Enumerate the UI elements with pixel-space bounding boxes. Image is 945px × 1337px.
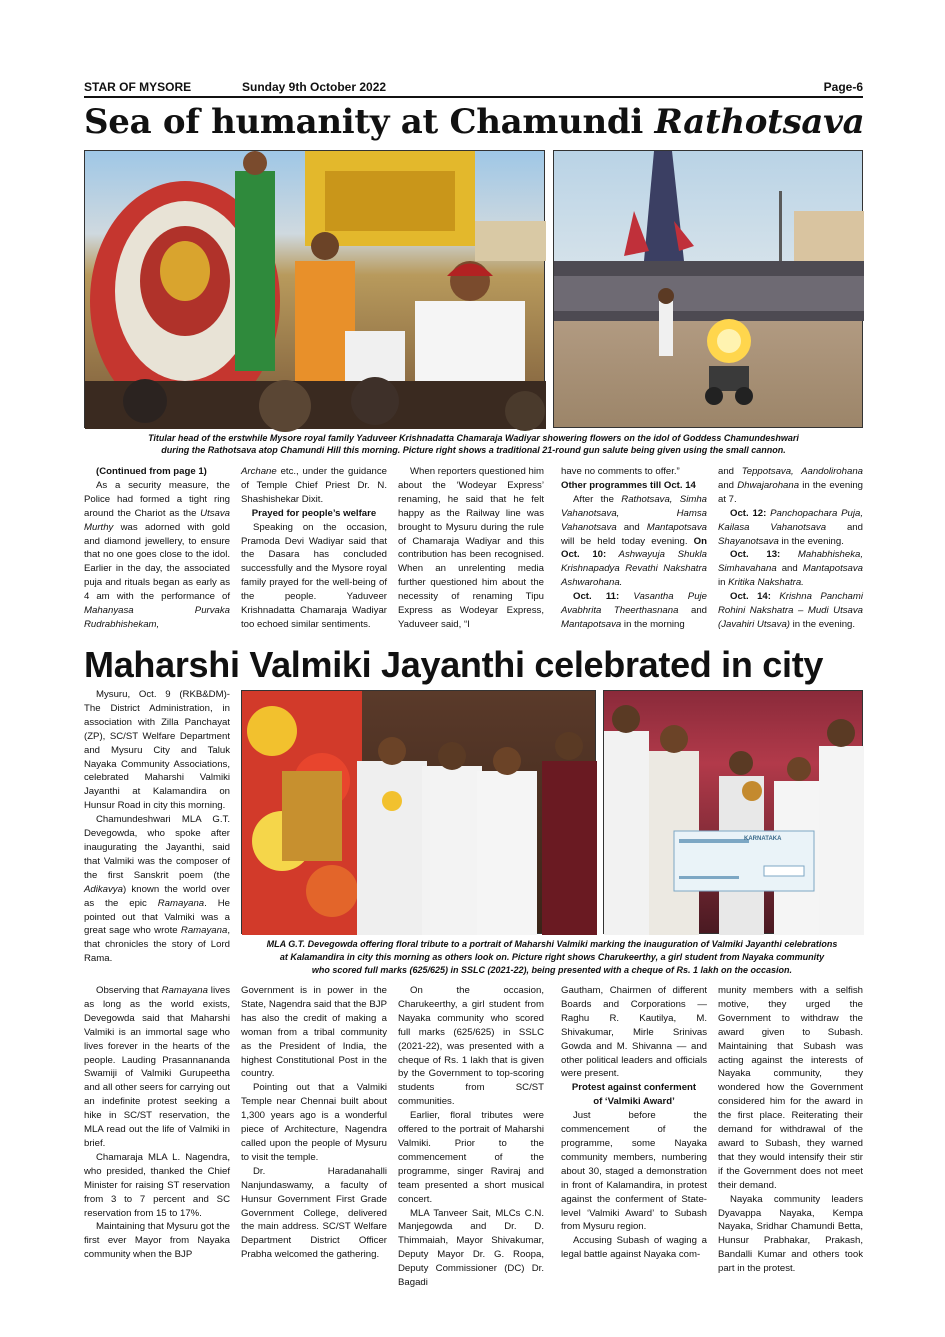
paragraph: have no comments to offer.” [561, 466, 680, 477]
paragraph: Accusing Subash of waging a legal battle against Nayaka com- [561, 1235, 707, 1261]
caption-line: who scored full marks (625/625) in SSLC (2021-22), being presented with a cheque of Rs. 1 lakh on the occasion. [311, 964, 793, 975]
paragraph: After the Rathotsava, Simha Vahanotsava, Hamsa Vahanotsava and Mantapotsava will be held today evening. On Oct. 10: Ashwayuja Shukla Krishnapadya Revathi Nakshatra Ashwarohana. [561, 493, 707, 589]
headline-rathotsava [84, 102, 863, 146]
story2-column-2 [241, 984, 387, 1269]
subheading: of ‘Valmiki Award’ [593, 1096, 675, 1108]
paragraph: Chamaraja MLA L. Nagendra, who presided, thanked the Chief Minister for raising ST reservation from 3 to 7 percent and SC reservation from 15 to 17%. [84, 1151, 230, 1219]
paragraph: Government is in power in the State, Nagendra said that the BJP has also the credit of making a woman from a tribal community as the President of India, the highest Constitutional Post in the country. [241, 985, 387, 1080]
caption-line: MLA G.T. Devegowda offering floral tribute to a portrait of Maharshi Valmiki marking the inauguration of Valmiki Jayanthi celebrations [266, 939, 838, 949]
paragraph: As a security measure, the Police had formed a tight ring around the Chariot as the Utsava Murthy was adorned with gold and diamond jewellery, to ensure that no one goes close to the idol. Earlier in the day, the associated puja and rituals began as early as 4 am with the performance of Mahanyasa Purvaka Rudrabhishekam, [84, 479, 230, 630]
story1-column-3 [398, 465, 544, 635]
story2-column-1-lower [84, 984, 230, 1269]
photo-cannon-salute [553, 150, 863, 428]
cheque-bank-name: KARNATAKA [744, 836, 782, 842]
paragraph: When reporters questioned him about the ‘Wodeyar Express’ renaming, he said that he felt happy as the Railway line was brought to Mysuru during the rule of Chamaraja Wadiyar and this contribution has been recognised. When an unrelenting media further questioned him about the necessity of renaming Tipu Express as Wodeyar Express, Yaduveer said, “I [398, 466, 544, 630]
paragraph: Oct. 11: Vasantha Puje Avabhrita Theerthasnana and Mantapotsava in the morning [561, 591, 707, 630]
page-number: Page-6 [823, 80, 863, 94]
photo-flower-shower-art [85, 151, 546, 429]
masthead-rule [84, 96, 863, 98]
publication-name: STAR OF MYSORE [84, 80, 192, 94]
story2-column-1 [84, 688, 230, 978]
story2-column-4 [561, 984, 707, 1269]
paragraph: Speaking on the occasion, Pramoda Devi Wadiyar said that the Dasara has concluded successfully and the Mysore royal family prayed for the well-being of the people. Yaduveer Krishnadatta Chamaraja Wadiyar too echoed similar sentiments. [241, 521, 387, 630]
headline-roman: Sea of humanity at Chamundi [84, 102, 655, 142]
paragraph: Mysuru, Oct. 9 (RKB&DM)- The District Administration, in association with Zilla Panchayat (ZP), SC/ST Welfare Department and Mysuru City and Taluk Nayaka Community Associations, celebrated Maharshi Valmiki Jayanthi at Kalamandira on Hunsur Road in city this morning. [84, 689, 230, 812]
story1-column-4 [561, 465, 707, 635]
caption-line: at Kalamandira in city this morning as others look on. Picture right shows Charukeerthy, a girl student from Nayaka community [279, 951, 825, 962]
story2-column-5 [718, 984, 863, 1275]
paragraph: munity members with a selfish motive, they urged the Government to withdraw the award given to Subash. Maintaining that Subash was acting against the interests of Nayaka community, they wondered how the Government considered him for the award in the first place. Reiterating their demand for withdrawal of the award to Subash, they warned that they would intensify their stir if the Government does not meet their demand. [718, 985, 863, 1191]
paragraph: Earlier, floral tributes were offered to the portrait of Maharshi Valmiki. Prior to the commencement of the programme, singer Raviraj and team presented a short musical concert. [398, 1110, 544, 1205]
photo-cheque-presentation-art [604, 691, 864, 935]
photo-flower-shower [84, 150, 545, 428]
caption-line: Titular head of the erstwhile Mysore royal family Yaduveer Krishnadatta Chamaraja Wadiyar showering flowers on the idol of Goddess Chamundeshwari [148, 433, 799, 443]
paragraph: MLA Tanveer Sait, MLCs C.N. Manjegowda and Dr. D. Thimmaiah, Mayor Shivakumar, Deputy Mayor Dr. G. Roopa, Deputy Commissioner (DC) Dr. Bagadi [398, 1207, 544, 1289]
story1-column-1 [84, 465, 230, 635]
photo-floral-tribute-art [242, 691, 597, 935]
paragraph: Oct. 13: Mahabhisheka, Simhavahana and Mantapotsava in Kritika Nakshatra. [718, 549, 863, 589]
headline-italic: Rathotsava [654, 102, 865, 142]
caption-line: during the Rathotsava atop Chamundi Hill this morning. Picture right shows a traditional 21-round gun salute being given using the small cannon. [161, 445, 786, 455]
story2-column-3 [398, 984, 544, 1289]
continued-note: (Continued from page 1) [96, 466, 207, 477]
story1-column-5 [718, 465, 863, 635]
paragraph: Just before the commencement of the programme, some Nayaka community members, numbering about 30, staged a demonstration in front of Kalamandira, in protest against the conferment of State-level ‘Valmiki Award’ to Subash from Mysuru region. [561, 1110, 707, 1233]
subheading: Protest against conferment [571, 1082, 697, 1094]
paragraph: and Teppotsava, Aandolirohana and Dhwajarohana in the evening at 7. [718, 466, 863, 505]
paragraph: Oct. 12: Panchopachara Puja, Kailasa Vahanotsava and Shayanotsava in the evening. [718, 507, 863, 547]
story1-column-2 [241, 465, 387, 635]
photo-floral-tribute [241, 690, 596, 934]
masthead [84, 78, 863, 96]
paragraph: Maintaining that Mysuru got the first ever Mayor from Nayaka community when the BJP [84, 1221, 230, 1261]
issue-date: Sunday 9th October 2022 [242, 80, 387, 94]
caption-rathotsava [84, 432, 863, 456]
paragraph: On the occasion, Charukeerthy, a girl student from Nayaka community who scored full marks (625/625) in SSLC (2021-22), was presented with a cheque of Rs. 1 lakh that is given by the Government to top-scoring students from SC/ST communities. [398, 985, 544, 1108]
photo-cheque-presentation [603, 690, 863, 934]
caption-valmiki [241, 938, 863, 976]
paragraph: Dr. Haradanahalli Nanjundaswamy, a faculty of Hunsur Government First Grade Government College, delivered the main address. SC/ST Welfare Department District Officer Prabha welcomed the gathering. [241, 1165, 387, 1261]
paragraph: Archane etc., under the guidance of Temple Chief Priest Dr. N. Shashishekar Dixit. [241, 466, 387, 505]
paragraph: Nayaka community leaders Dyavappa Nayaka, Kempa Nayaka, Sridhar Chamundi Betta, Hunsur Prabhakar, Prakash, Bandalli Kumar and others took part in the protest. [718, 1193, 863, 1275]
paragraph: Gautham, Chairmen of different Boards and Corporations — Raghu R. Kautilya, M. Shivakumar, Mirle Srinivas Gowda and M. Shivanna — and other political leaders and officials were present. [561, 985, 707, 1080]
paragraph: Oct. 14: Krishna Panchami Rohini Nakshatra – Mudi Utsava (Javahiri Utsava) in the evening. [718, 591, 863, 630]
photo-cannon-salute-art [554, 151, 864, 429]
subheading: Prayed for people’s welfare [251, 507, 377, 519]
subheading: Other programmes till Oct. 14 [561, 479, 696, 491]
paragraph: Pointing out that a Valmiki Temple near Chennai built about 1,300 years ago is a wonderful piece of Architecture, Nagendra called upon the people of Mysuru to visit the temple. [241, 1082, 387, 1163]
headline-valmiki-jayanthi: Maharshi Valmiki Jayanthi celebrated in city [84, 644, 824, 685]
paragraph: Chamundeshwari MLA G.T. Devegowda, who spoke after inaugurating the Jayanthi, said that Valmiki was the composer of the first Sanskrit poem (the Adikavya) known the world over as the epic Ramayana. He pointed out that Valmiki was a great sage who wrote Ramayana, that chronicles the story of Lord Rama. [84, 814, 230, 965]
paragraph: Observing that Ramayana lives as long as the world exists, Devegowda said that Maharshi Valmiki is an immortal sage who lives forever in the hearts of the people. Lauding Prasannananda Swamiji of Valmiki Gurupeetha and all other seers for carrying out an indefinite protest seeking a hike in SC/ST reservation, the MLA read out the life of Valmiki in brief. [84, 985, 231, 1149]
